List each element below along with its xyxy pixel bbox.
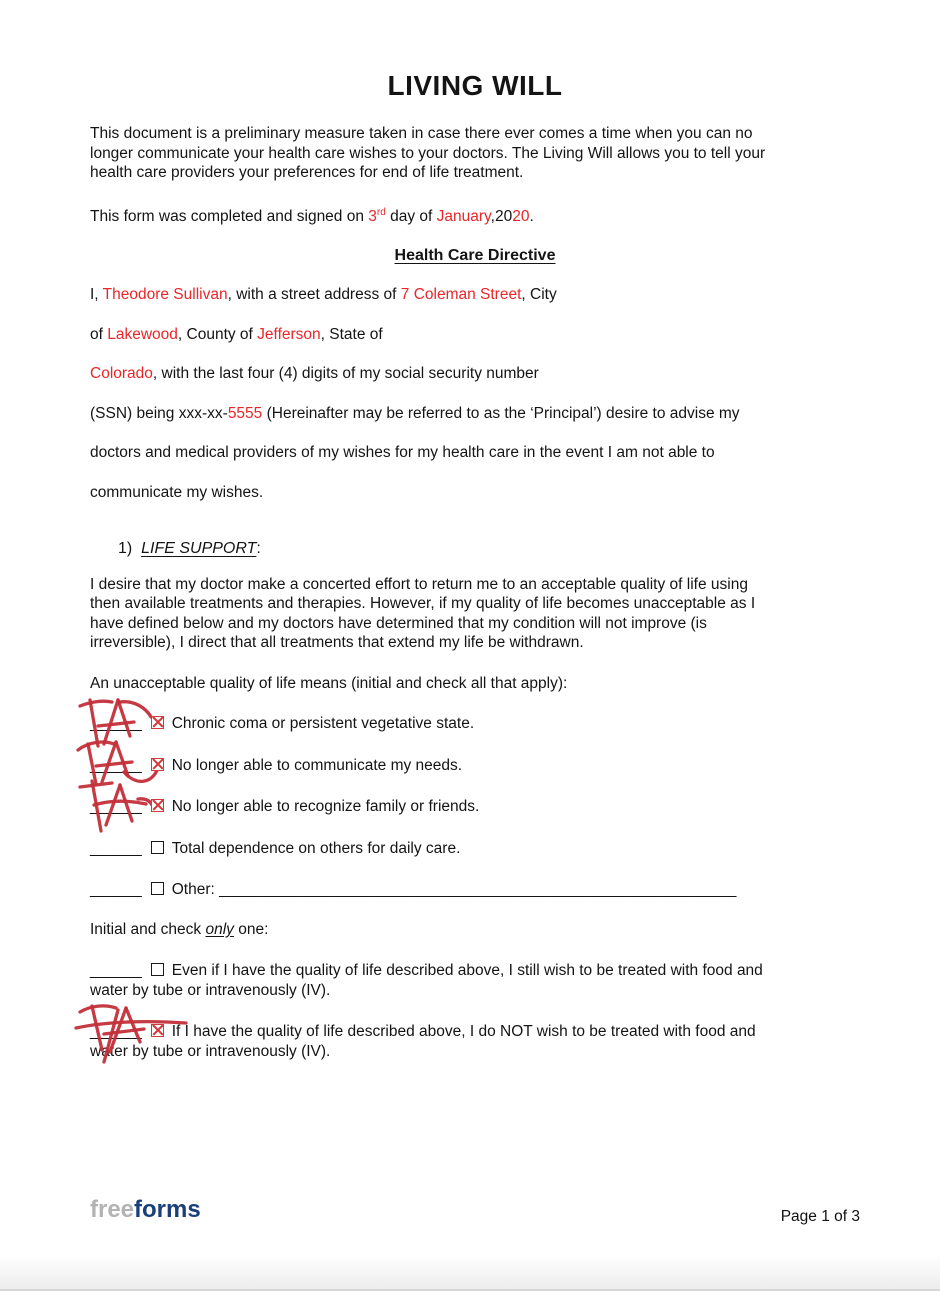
- directive-line: doctors and medical providers of my wishes for my health care in the event I am not able to: [90, 444, 715, 462]
- initial-field[interactable]: ______: [90, 881, 142, 899]
- checkbox-label: Other:: [171, 881, 215, 899]
- signed-year: 20: [512, 207, 530, 225]
- checkbox-label: If I have the quality of life described above, I do NOT wish to be treated with food and: [171, 1023, 756, 1041]
- life-support-paragraph: [90, 575, 860, 653]
- county-value: Jefferson: [257, 325, 321, 343]
- signed-template-year: ,20: [490, 207, 513, 225]
- quality-item-row-other: [90, 880, 860, 900]
- body-line: then available treatments and therapies. However, if my quality of life becomes unacceptable as I: [90, 595, 756, 613]
- text: (SSN) being xxx-xx-: [90, 404, 228, 422]
- principal-name: Theodore Sullivan: [102, 286, 228, 304]
- section-heading-health-care-directive: Health Care Directive: [394, 247, 556, 265]
- directive-line: [90, 404, 860, 424]
- feeding-option-row: [90, 1022, 860, 1061]
- intro-line: This document is a preliminary measure taken in case there ever comes a time when you can no: [90, 125, 753, 142]
- page-title: LIVING WILL: [387, 70, 563, 101]
- city-value: Lakewood: [107, 325, 178, 343]
- logo-free: free: [90, 1196, 135, 1223]
- checkbox-label-continued: water by tube or intravenously (IV).: [90, 981, 331, 999]
- apply-prompt: An unacceptable quality of life means (initial and check all that apply):: [90, 674, 568, 692]
- life-support-heading: [90, 539, 860, 559]
- body-line: I desire that my doctor make a concerted effort to return me to an acceptable quality of life using: [90, 575, 748, 593]
- checkbox-label: Even if I have the quality of life described above, I still wish to be treated with food and: [171, 962, 763, 980]
- text: , with a street address of: [227, 286, 401, 304]
- initial-field[interactable]: ______: [90, 715, 142, 733]
- initial-field[interactable]: ______: [90, 1023, 142, 1041]
- life-support-title: LIFE SUPPORT: [141, 540, 257, 558]
- only-word: only: [205, 920, 234, 938]
- text: one:: [233, 920, 269, 938]
- intro-paragraph: [90, 124, 860, 183]
- other-fill-line[interactable]: ____________________________________________________________: [219, 881, 737, 899]
- text: Initial and check: [90, 920, 206, 938]
- body-line: irreversible), I direct that all treatments that extend my life be withdrawn.: [90, 634, 584, 652]
- signed-day-suffix: rd: [376, 206, 386, 218]
- text: , State of: [320, 325, 383, 343]
- directive-line: [90, 285, 860, 305]
- signed-day: 3: [368, 207, 377, 225]
- signed-month: January: [436, 207, 491, 225]
- feeding-option-row: [90, 961, 860, 1000]
- body-line: have defined below and my doctors have determined that my condition will not improve (is: [90, 614, 707, 632]
- checkbox-label: Chronic coma or persistent vegetative state.: [171, 715, 475, 733]
- intro-line: health care providers your preferences for end of life treatment.: [90, 164, 524, 181]
- document-page: [0, 70, 940, 1061]
- quality-item-row: [90, 839, 860, 859]
- checkbox-unchecked[interactable]: [151, 841, 164, 854]
- initial-field[interactable]: ______: [90, 798, 142, 816]
- checkbox-checked[interactable]: [151, 716, 164, 729]
- checkbox-checked[interactable]: [151, 1024, 164, 1037]
- checkbox-checked[interactable]: [151, 758, 164, 771]
- checkbox-label-continued: water by tube or intravenously (IV).: [90, 1042, 331, 1060]
- quality-item-row: [90, 797, 860, 817]
- checkbox-label: No longer able to communicate my needs.: [171, 756, 463, 774]
- intro-line: longer communicate your health care wishes to your doctors. The Living Will allows you to tell your: [90, 144, 766, 162]
- checkbox-unchecked[interactable]: [151, 963, 164, 976]
- item-number: 1): [118, 540, 133, 558]
- page-bottom-shadow: [0, 1255, 940, 1291]
- initial-field[interactable]: ______: [90, 839, 142, 857]
- initial-field[interactable]: ______: [90, 756, 142, 774]
- logo-forms: forms: [134, 1196, 201, 1223]
- directive-line: [90, 364, 860, 384]
- text: , County of: [177, 325, 258, 343]
- initial-field[interactable]: ______: [90, 962, 142, 980]
- quality-item-row: [90, 714, 860, 734]
- text: , with the last four (4) digits of my social security number: [152, 365, 539, 383]
- page-number: Page 1 of 3: [780, 1208, 860, 1225]
- checkbox-unchecked[interactable]: [151, 882, 164, 895]
- signed-mid: day of: [385, 207, 437, 225]
- checkbox-label: No longer able to recognize family or friends.: [171, 798, 480, 816]
- directive-line: [90, 325, 860, 345]
- text: , City: [521, 286, 557, 304]
- state-value: Colorado: [90, 365, 153, 383]
- text: :: [256, 540, 261, 558]
- directive-paragraph: [90, 285, 860, 502]
- quality-item-row: [90, 756, 860, 776]
- signed-date-line: [90, 203, 860, 227]
- text: of: [90, 325, 108, 343]
- signed-prefix: This form was completed and signed on: [90, 207, 369, 225]
- ssn-last-four: 5555: [227, 404, 263, 422]
- checkbox-checked[interactable]: [151, 799, 164, 812]
- checkbox-label: Total dependence on others for daily care.: [171, 839, 461, 857]
- freeforms-logo: [90, 1196, 201, 1224]
- text: I,: [90, 286, 103, 304]
- only-one-prompt: [90, 920, 860, 940]
- directive-line: communicate my wishes.: [90, 483, 264, 501]
- text: (Hereinafter may be referred to as the ‘Principal’) desire to advise my: [262, 404, 740, 422]
- street-address: 7 Coleman Street: [400, 286, 522, 304]
- signed-period: .: [529, 207, 534, 225]
